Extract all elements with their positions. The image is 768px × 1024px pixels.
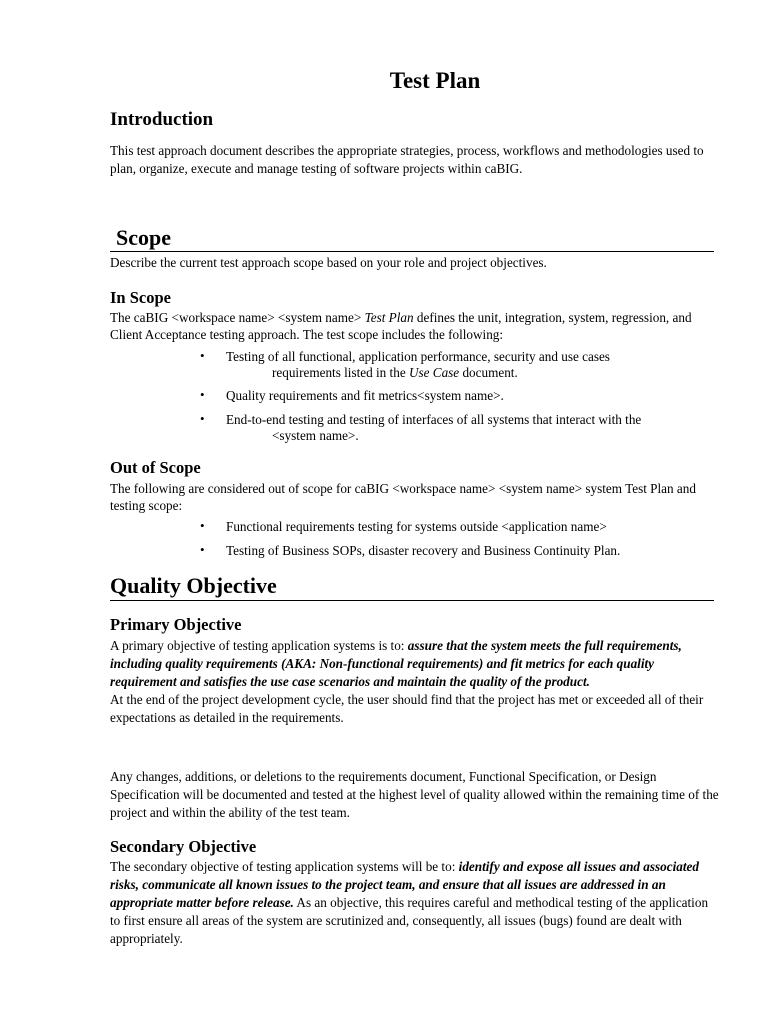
- quality-objective-divider: [110, 600, 714, 601]
- secondary-objective-body-start: The secondary objective of testing application systems will be to:: [110, 859, 459, 874]
- in-scope-bullet-1-line2: [226, 365, 696, 381]
- introduction-body: This test approach document describes the appropriate strategies, process, workflows and methodologies used to plan, organize, execute and manage testing of software projects within caBIG.: [110, 143, 704, 176]
- scope-divider: [110, 251, 714, 252]
- secondary-objective-emphasis: identify and expose all issues and associated risks, communicate all known issues to the project team, and ensure that all issues are addressed in an appropriate matter before release.: [110, 859, 699, 910]
- in-scope-body: [110, 309, 720, 343]
- bullet-text-end: document.: [459, 364, 518, 380]
- primary-objective-body-end: At the end of the project development cycle, the user should find that the project has met or exceeded all of their expectations as detailed in the requirements.: [110, 692, 704, 725]
- secondary-objective-body-end: As an objective, this requires careful and methodical testing of the application to first ensure all areas of the system are scrutinized and, consequently, all issues (bugs) found are dealt with appropriately.: [110, 895, 709, 946]
- bullet-point: •: [200, 411, 205, 426]
- in-scope-body-italic: Test Plan: [364, 310, 414, 325]
- out-of-scope-bullet-2: Testing of Business SOPs, disaster recovery and Business Continuity Plan.: [226, 543, 621, 558]
- primary-objective-emphasis: assure that the system meets the full requirements, including quality requirements (AKA: Non-functional requirements) and fit metrics for each quality requirement and satisfies the use case scenarios and maintain the quality of the product.: [110, 638, 682, 689]
- bullet-text-italic: Use Case: [408, 364, 460, 380]
- bullet-text: requirements listed in the: [272, 364, 409, 380]
- in-scope-bullet-3-line2: <system name>.: [272, 427, 359, 443]
- in-scope-body-end: defines the unit, integration, system, regression, and Client Acceptance testing approach. The test scope includes the following:: [110, 310, 692, 342]
- secondary-objective-body: [110, 858, 720, 948]
- primary-objective-body: [110, 637, 720, 727]
- primary-objective-body-start: A primary objective of testing application systems is to:: [110, 638, 408, 653]
- in-scope-bullet-3: [226, 412, 696, 443]
- secondary-objective-heading: Secondary Objective: [110, 837, 257, 856]
- out-of-scope-heading: Out of Scope: [110, 458, 201, 477]
- quality-objective-heading: Quality Objective: [110, 573, 277, 598]
- scope-body: Describe the current test approach scope based on your role and project objectives.: [110, 255, 547, 270]
- scope-heading: Scope: [116, 225, 171, 250]
- out-of-scope-bullet-1: Functional requirements testing for systems outside <application name>: [226, 519, 607, 534]
- in-scope-body-start: The caBIG <workspace name> <system name>: [110, 310, 365, 325]
- in-scope-heading: In Scope: [110, 288, 171, 307]
- primary-objective-heading: Primary Objective: [110, 615, 242, 634]
- in-scope-bullet-3-line1: End-to-end testing and testing of interfaces of all systems that interact with the: [226, 412, 642, 427]
- introduction-heading: Introduction: [110, 109, 214, 130]
- in-scope-bullet-1-line1: Testing of all functional, application performance, security and use cases: [226, 349, 610, 364]
- bullet-point: •: [200, 518, 205, 533]
- bullet-point: •: [200, 387, 205, 402]
- document-title: Test Plan: [389, 68, 481, 93]
- bullet-point: •: [200, 348, 205, 363]
- out-of-scope-body: The following are considered out of scope for caBIG <workspace name> <system name> system Test Plan and testing scope:: [110, 481, 696, 513]
- bullet-point: •: [200, 542, 205, 557]
- in-scope-bullet-1: [226, 349, 696, 380]
- primary-objective-paragraph-2: Any changes, additions, or deletions to the requirements document, Functional Specification, or Design Specification will be documented and tested at the highest level of quality allowed within the remaining time of the project and within the ability of the test team.: [110, 769, 719, 820]
- in-scope-bullet-2: Quality requirements and fit metrics<system name>.: [226, 388, 504, 403]
